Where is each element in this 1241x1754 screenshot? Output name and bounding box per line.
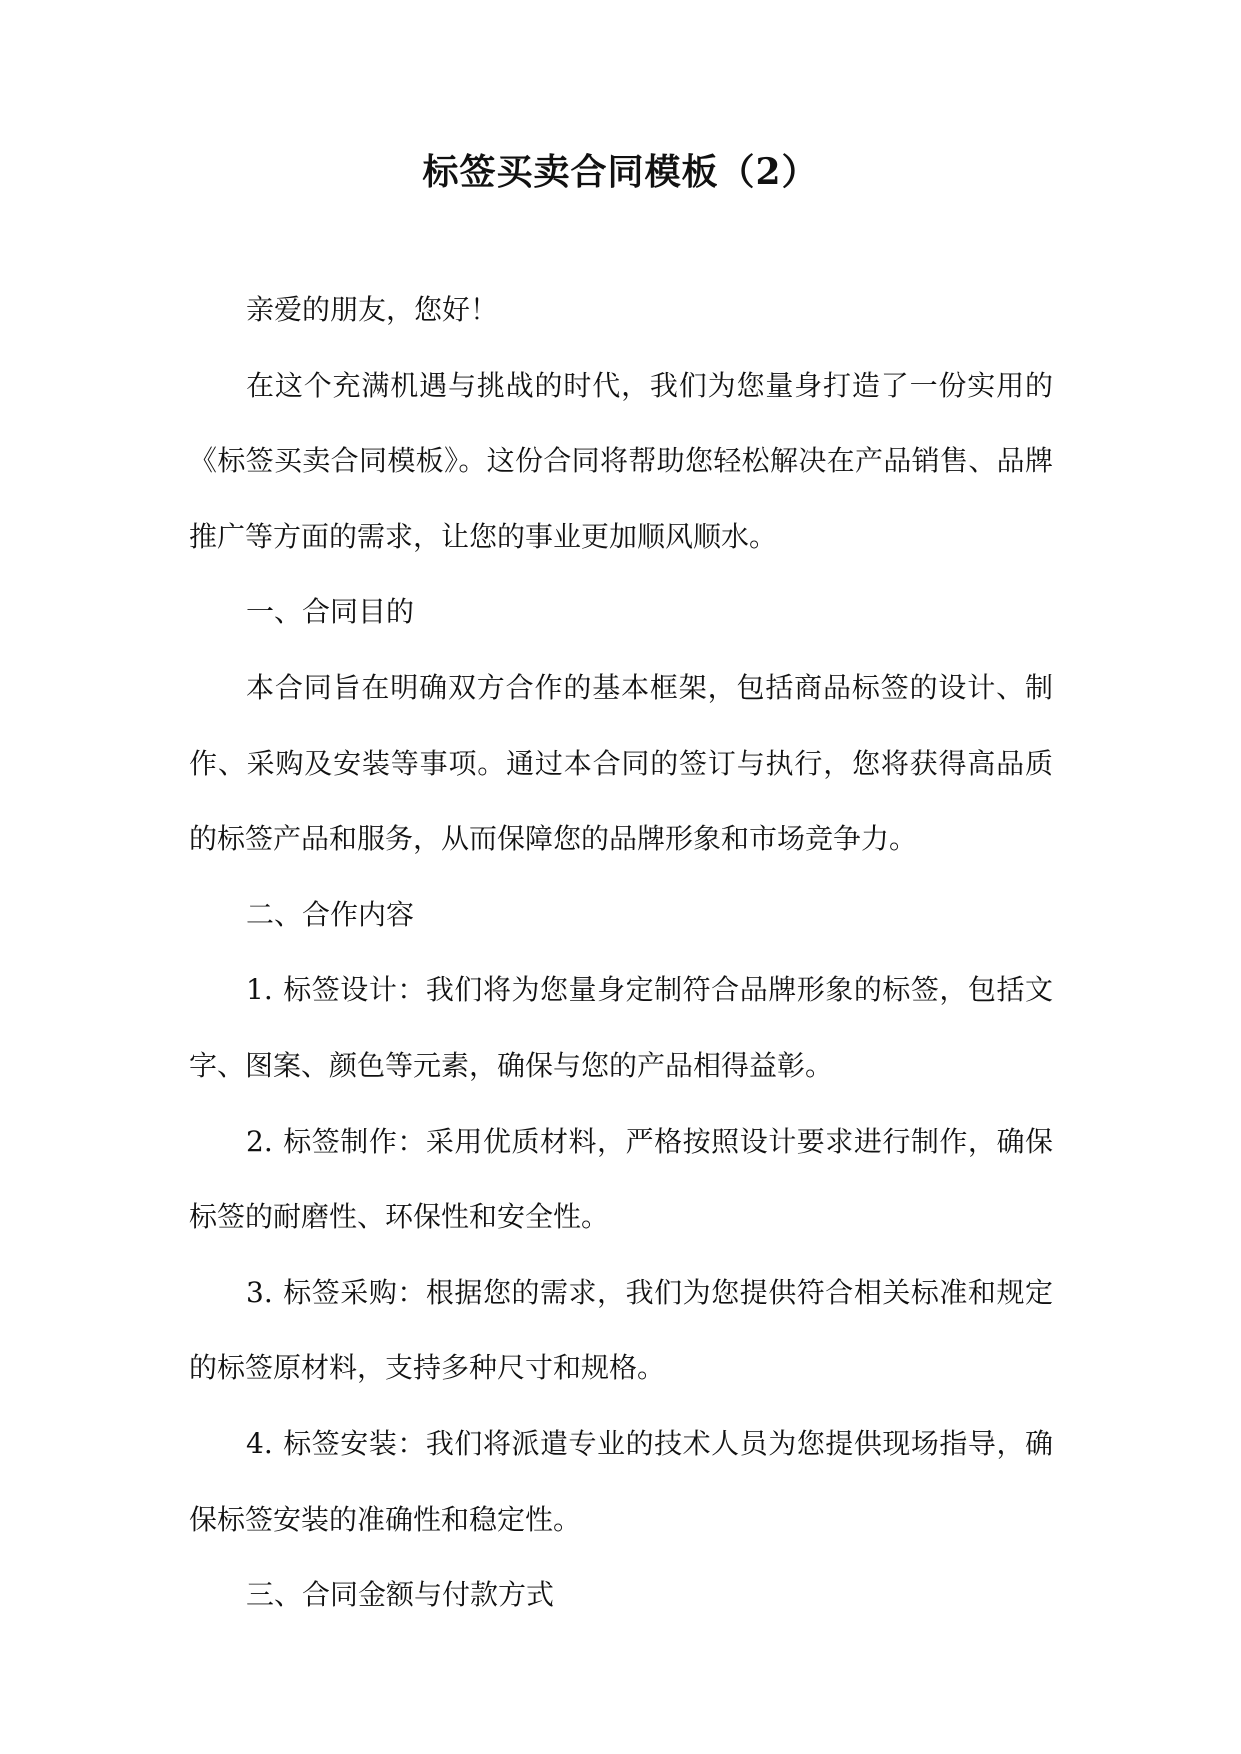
list-item-installation — [189, 1406, 1053, 1557]
list-number: 2. — [246, 1124, 273, 1158]
intro-paragraph — [189, 348, 1053, 575]
list-number: 1. — [246, 973, 273, 1007]
heading-text: 一、合同目的 — [246, 595, 415, 629]
list-item-production — [189, 1104, 1053, 1255]
heading-text: 二、合作内容 — [246, 897, 415, 931]
list-item-procurement — [189, 1255, 1053, 1406]
list-item-text: 标签采购：根据您的需求，我们为您提供符合相关标准和规定的标签原材料，支持多种尺寸和规格。 — [189, 1275, 1053, 1385]
heading-text: 三、合同金额与付款方式 — [246, 1578, 555, 1612]
section-heading-cooperation — [189, 877, 1053, 953]
section-heading-purpose — [189, 574, 1053, 650]
list-item-text: 标签制作：采用优质材料，严格按照设计要求进行制作，确保标签的耐磨性、环保性和安全性。 — [189, 1124, 1053, 1234]
greeting-paragraph — [189, 272, 1053, 348]
list-number: 4. — [246, 1426, 273, 1460]
list-item-design — [189, 952, 1053, 1103]
document-body — [189, 272, 1053, 1633]
list-number: 3. — [246, 1275, 273, 1309]
paragraph-text: 亲爱的朋友，您好！ — [246, 293, 499, 326]
document-title: 标签买卖合同模板（2） — [422, 151, 819, 193]
section-heading-amount-payment — [189, 1557, 1053, 1633]
purpose-paragraph — [189, 650, 1053, 877]
list-item-text: 标签安装：我们将派遣专业的技术人员为您提供现场指导，确保标签安装的准确性和稳定性。 — [189, 1426, 1053, 1536]
list-item-text: 标签设计：我们将为您量身定制符合品牌形象的标签，包括文字、图案、颜色等元素，确保与您的产品相得益彰。 — [189, 973, 1053, 1082]
paragraph-text: 在这个充满机遇与挑战的时代，我们为您量身打造了一份实用的《标签买卖合同模板》。这份合同将帮助您轻松解决在产品销售、品牌推广等方面的需求，让您的事业更加顺风顺水。 — [189, 368, 1053, 553]
paragraph-text: 本合同旨在明确双方合作的基本框架，包括商品标签的设计、制作、采购及安装等事项。通过本合同的签订与执行，您将获得高品质的标签产品和服务，从而保障您的品牌形象和市场竞争力。 — [189, 670, 1053, 856]
